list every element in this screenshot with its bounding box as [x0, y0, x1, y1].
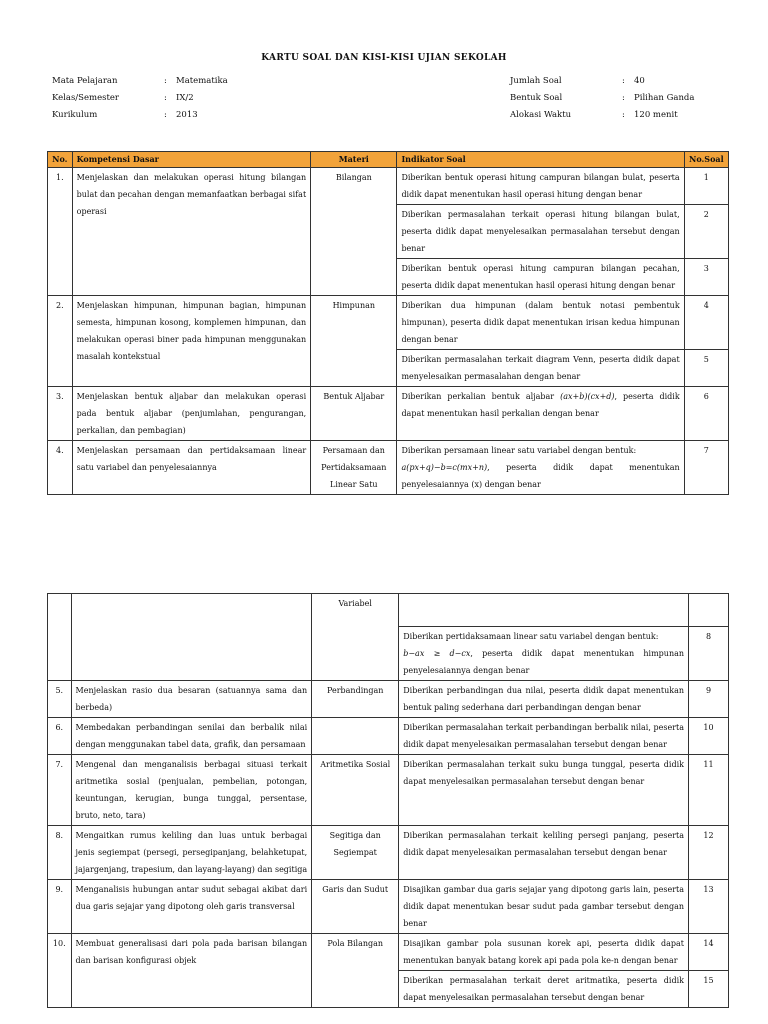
- header-no: No.: [48, 152, 73, 168]
- meta-row: [52, 90, 228, 107]
- indikator-cell: Disajikan gambar pola susunan korek api, peserta didik dapat menentukan banyak batang korek api pada pola ke-n dengan benar: [399, 934, 689, 971]
- indikator-cell: Diberikan permasalahan terkait operasi hitung bilangan bulat, peserta didik dapat menyelesaikan permasalahan tersebut dengan benar: [397, 205, 684, 259]
- materi-cell: Variabel: [312, 594, 399, 681]
- materi-cell: Bentuk Aljabar: [311, 387, 397, 441]
- kompetensi-cell: Menganalisis hubungan antar sudut sebagai akibat dari dua garis sejajar yang dipotong oleh garis transversal: [71, 880, 312, 934]
- header-indikator: Indikator Soal: [397, 152, 684, 168]
- meta-sep: :: [622, 93, 625, 103]
- meta-value: 120 menit: [634, 110, 678, 120]
- indikator-text: , peserta didik dapat menentukan penyelesaiannya (x) dengan benar: [401, 463, 680, 489]
- header-no-soal: No.Soal: [684, 152, 728, 168]
- table-row: [48, 826, 729, 880]
- meta-sep: :: [164, 76, 167, 86]
- materi-cell: Pola Bilangan: [312, 934, 399, 1008]
- indikator-cell: Diberikan permasalahan terkait suku bunga tunggal, peserta didik dapat menyelesaikan permasalahan tersebut dengan benar: [399, 755, 689, 826]
- kompetensi-cell: [71, 594, 312, 681]
- meta-value: 2013: [176, 110, 198, 120]
- no-soal-cell: 6: [684, 387, 728, 441]
- header-kompetensi: Kompetensi Dasar: [72, 152, 311, 168]
- no-soal-cell: 1: [684, 168, 728, 205]
- meta-sep: :: [164, 110, 167, 120]
- no-soal-cell: 3: [684, 259, 728, 296]
- indikator-cell: Diberikan permasalahan terkait keliling persegi panjang, peserta didik dapat menyelesaikan permasalahan tersebut dengan benar: [399, 826, 689, 880]
- table-row: [48, 594, 729, 627]
- indikator-cell: Diberikan perbandingan dua nilai, peserta didik dapat menentukan bentuk paling sederhana dari perbandingan dengan benar: [399, 681, 689, 718]
- meta-sep: :: [164, 93, 167, 103]
- kompetensi-cell: Mengenal dan menganalisis berbagai situasi terkait aritmetika sosial (penjualan, pembelian, potongan, keuntungan, kerugian, bunga tunggal, persentase, bruto, neto, tara): [71, 755, 312, 826]
- materi-cell: Perbandingan: [312, 681, 399, 718]
- table-row: [48, 880, 729, 934]
- meta-key: Alokasi Waktu: [510, 110, 572, 120]
- table-row: [48, 755, 729, 826]
- no-soal-cell: 11: [689, 755, 729, 826]
- materi-cell: Aritmetika Sosial: [312, 755, 399, 826]
- kompetensi-cell: Mengaitkan rumus keliling dan luas untuk berbagai jenis segiempat (persegi, persegipanjang, belahketupat, jajargenjang, trapesium, dan layang-layang) dan segitiga: [71, 826, 312, 880]
- kompetensi-cell: Menjelaskan dan melakukan operasi hitung bilangan bulat dan pecahan dengan memanfaatkan berbagai sifat operasi: [72, 168, 311, 296]
- table-row: [48, 296, 729, 350]
- no-soal-cell: [689, 594, 729, 627]
- meta-key: Mata Pelajaran: [52, 76, 118, 86]
- meta-sep: :: [622, 76, 625, 86]
- table-row: [48, 681, 729, 718]
- no-soal-cell: 5: [684, 350, 728, 387]
- row-number: 1.: [48, 168, 73, 296]
- meta-left: [52, 73, 228, 124]
- kompetensi-cell: Menjelaskan himpunan, himpunan bagian, himpunan semesta, himpunan kosong, komplemen himpunan, dan melakukan operasi biner pada himpunan menggunakan masalah kontekstual: [72, 296, 311, 387]
- meta-key: Kurikulum: [52, 110, 98, 120]
- row-number: 6.: [48, 718, 72, 755]
- no-soal-cell: 14: [689, 934, 729, 971]
- table-row: [48, 168, 729, 205]
- row-number: 10.: [48, 934, 72, 1008]
- kompetensi-cell: Menjelaskan bentuk aljabar dan melakukan operasi pada bentuk aljabar (penjumlahan, pengurangan, perkalian, dan pembagian): [72, 387, 311, 441]
- meta-value: Matematika: [176, 76, 228, 86]
- table-row: [48, 441, 729, 495]
- indikator-cell: Diberikan permasalahan terkait diagram Venn, peserta didik dapat menyelesaikan permasalahan dengan benar: [397, 350, 684, 387]
- indikator-cell: [397, 387, 684, 441]
- kisi-kisi-table-2: [47, 593, 729, 1008]
- row-number: 4.: [48, 441, 73, 495]
- row-number: 8.: [48, 826, 72, 880]
- indikator-cell: [397, 441, 684, 495]
- indikator-cell: Disajikan gambar dua garis sejajar yang dipotong garis lain, peserta didik dapat menentukan besar sudut pada gambar tersebut dengan benar: [399, 880, 689, 934]
- no-soal-cell: 10: [689, 718, 729, 755]
- kompetensi-cell: Membuat generalisasi dari pola pada barisan bilangan dan barisan konfigurasi objek: [71, 934, 312, 1008]
- math-expression: b−ax ≥ d−cx: [403, 649, 471, 658]
- materi-cell: Bilangan: [311, 168, 397, 296]
- meta-key: Kelas/Semester: [52, 93, 119, 103]
- table-row: [48, 387, 729, 441]
- materi-cell: Garis dan Sudut: [312, 880, 399, 934]
- no-soal-cell: 13: [689, 880, 729, 934]
- row-number: 9.: [48, 880, 72, 934]
- row-number: 3.: [48, 387, 73, 441]
- meta-key: Bentuk Soal: [510, 93, 563, 103]
- table-row: [48, 718, 729, 755]
- meta-row: [52, 73, 228, 90]
- indikator-cell: [399, 627, 689, 681]
- meta-sep: :: [622, 110, 625, 120]
- indikator-text: , peserta didik dapat menentukan himpunan penyelesaiannya dengan benar: [403, 649, 685, 675]
- indikator-text: Diberikan persamaan linear satu variabel dengan bentuk:: [401, 446, 637, 455]
- no-soal-cell: 15: [689, 971, 729, 1008]
- materi-cell: Himpunan: [311, 296, 397, 387]
- meta-row: [510, 107, 694, 124]
- row-number: [48, 594, 72, 681]
- no-soal-cell: 8: [689, 627, 729, 681]
- no-soal-cell: 7: [684, 441, 728, 495]
- indikator-cell: [399, 594, 689, 627]
- document-title: KARTU SOAL DAN KISI-KISI UJIAN SEKOLAH: [261, 53, 507, 63]
- kompetensi-cell: Menjelaskan persamaan dan pertidaksamaan linear satu variabel dan penyelesaiannya: [72, 441, 311, 495]
- meta-right: [510, 73, 694, 124]
- indikator-text: , peserta didik dapat menentukan hasil perkalian dengan benar: [401, 392, 680, 418]
- kompetensi-cell: Membedakan perbandingan senilai dan berbalik nilai dengan menggunakan tabel data, grafik, dan persamaan: [71, 718, 312, 755]
- no-soal-cell: 9: [689, 681, 729, 718]
- indikator-cell: Diberikan bentuk operasi hitung campuran bilangan bulat, peserta didik dapat menentukan hasil operasi hitung dengan benar: [397, 168, 684, 205]
- meta-row: [510, 73, 694, 90]
- kisi-kisi-table-1: [47, 151, 729, 495]
- meta-row: [52, 107, 228, 124]
- no-soal-cell: 4: [684, 296, 728, 350]
- indikator-cell: Diberikan permasalahan terkait deret aritmatika, peserta didik dapat menyelesaikan permasalahan tersebut dengan benar: [399, 971, 689, 1008]
- indikator-text: Diberikan perkalian bentuk aljabar: [401, 392, 555, 401]
- meta-value: 40: [634, 76, 645, 86]
- no-soal-cell: 2: [684, 205, 728, 259]
- materi-cell: Segitiga dan Segiempat: [312, 826, 399, 880]
- row-number: 2.: [48, 296, 73, 387]
- no-soal-cell: 12: [689, 826, 729, 880]
- table-header-row: [48, 152, 729, 168]
- meta-value: IX/2: [176, 93, 194, 103]
- row-number: 5.: [48, 681, 72, 718]
- indikator-cell: Diberikan bentuk operasi hitung campuran bilangan pecahan, peserta didik dapat menentukan hasil operasi hitung dengan benar: [397, 259, 684, 296]
- indikator-text: Diberikan pertidaksamaan linear satu variabel dengan bentuk:: [403, 632, 659, 641]
- math-expression: (ax+b)(cx+d): [560, 392, 615, 401]
- meta-key: Jumlah Soal: [510, 76, 562, 86]
- indikator-cell: Diberikan dua himpunan (dalam bentuk notasi pembentuk himpunan), peserta didik dapat menentukan irisan kedua himpunan dengan benar: [397, 296, 684, 350]
- table-row: [48, 934, 729, 971]
- materi-cell: [312, 718, 399, 755]
- materi-cell: Persamaan dan Pertidaksamaan Linear Satu: [311, 441, 397, 495]
- kompetensi-cell: Menjelaskan rasio dua besaran (satuannya sama dan berbeda): [71, 681, 312, 718]
- meta-row: [510, 90, 694, 107]
- math-expression: a(px+q)−b=c(mx+n): [401, 463, 488, 472]
- header-materi: Materi: [311, 152, 397, 168]
- indikator-cell: Diberikan permasalahan terkait perbandingan berbalik nilai, peserta didik dapat menyelesaikan permasalahan tersebut dengan benar: [399, 718, 689, 755]
- meta-value: Pilihan Ganda: [634, 93, 695, 103]
- row-number: 7.: [48, 755, 72, 826]
